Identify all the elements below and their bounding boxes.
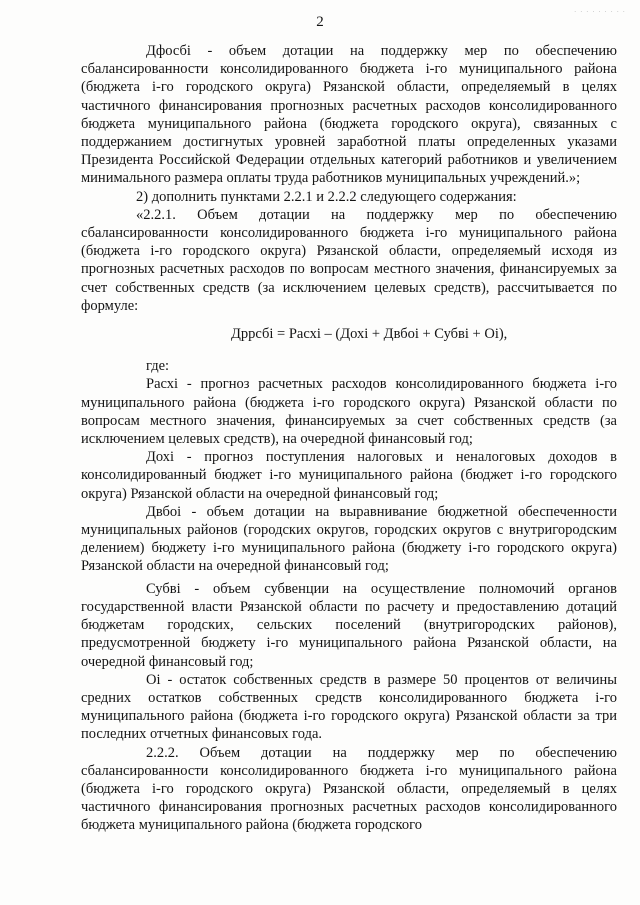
formula-drrsb: Дррсбi = Расхi – (Дохi + Двбоi + Субвi + Оi), — [231, 326, 508, 343]
page-number: 2 — [316, 14, 324, 30]
paragraph-dfosb-definition: Дфосбi - объем дотации на поддержку мер по обеспечению сбалансированности консолидированного бюджета i-го муниципального района (бюджета i-го городского округа) Рязанской области, определяемый в целях частичного финансирования прогнозных расчетных расходов консолидированного бюджета муниципального района (бюджета городского округа), связанных с поддержанием достигнутых уровней заработной платы определенных указами Президента Российской Федерации отдельных категорий работников и увеличением минимального размера оплаты труда работников муниципальных учреждений.»; — [81, 43, 617, 187]
paragraph-where: где: — [146, 358, 170, 375]
paragraph-2-2-1: «2.2.1. Объем дотации на поддержку мер по обеспечению сбалансированности консолидированного бюджета i-го муниципального района (бюджета i-го городского округа) Рязанской области, определяемый исходя из прогнозных расчетных расходов по вопросам местного значения, финансируемых за счет собственных средств (за исключением целевых средств), рассчитывается по формуле: — [81, 206, 617, 314]
paragraph-subv-definition: Субвi - объем субвенции на осуществление полномочий органов государственной власти Рязанской области по расчету и предоставлению дотаций бюджетам городских, сельских поселений (внутригородских районов), предусмотренной бюджету i-го муниципального района Рязанской области, на очередной финансовый год; — [81, 580, 617, 670]
paragraph-rash-definition: Расхi - прогноз расчетных расходов консолидированного бюджета i-го муниципального района (бюджета i-го городского округа) Рязанской области по вопросам местного значения, финансируемых за счет собственных средств (за исключением целевых средств), на очередной финансовый год; — [81, 376, 617, 448]
paragraph-2-2-2: 2.2.2. Объем дотации на поддержку мер по обеспечению сбалансированности консолидированного бюджета i-го муниципального района (бюджета i-го городского округа) Рязанской области, определяемый в целях частичного финансирования прогнозных расчетных расходов консолидированного бюджета муниципального района (бюджета городского — [81, 744, 617, 834]
paragraph-amendment-2: 2) дополнить пунктами 2.2.1 и 2.2.2 следующего содержания: — [136, 188, 517, 205]
paragraph-o-definition: Оi - остаток собственных средств в размере 50 процентов от величины средних остатков собственных средств консолидированного бюджета i-го муниципального района (бюджета i-го городского округа) Рязанской области за три последних отчетных финансовых года. — [81, 671, 617, 743]
paragraph-doh-definition: Дохi - прогноз поступления налоговых и неналоговых доходов в консолидированный бюджет i-го муниципального района (бюджет i-го городского округа) Рязанской области на очередной финансовый год; — [81, 449, 617, 502]
scan-marks: · · · · · · · · · — [574, 8, 626, 16]
paragraph-dvbo-definition: Двбоi - объем дотации на выравнивание бюджетной обеспеченности муниципальных районов (городских округов, городских округов с внутригородским делением) бюджету i-го муниципального района (бюджету i-го городского округа) Рязанской области на очередной финансовый год; — [81, 503, 617, 575]
document-body — [81, 42, 617, 835]
